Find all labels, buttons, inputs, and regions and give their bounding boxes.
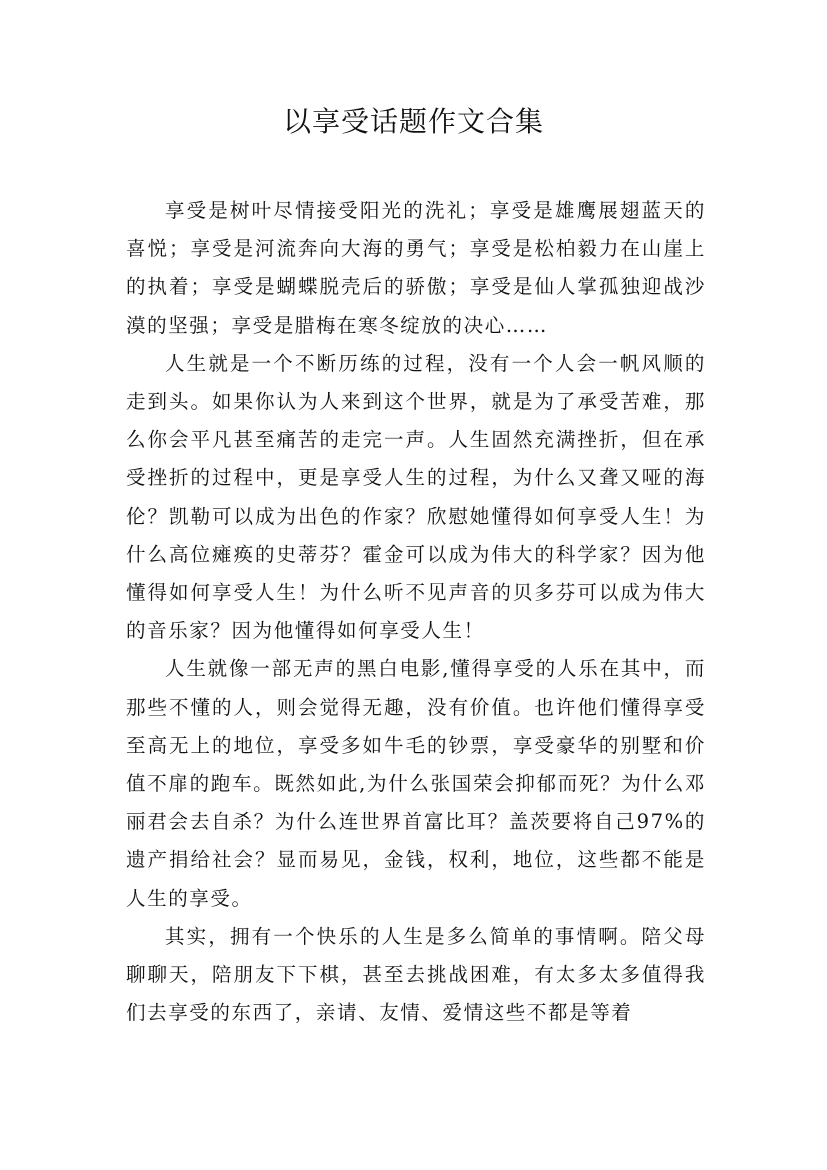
paragraph: 其实，拥有一个快乐的人生是多么简单的事情啊。陪父母聊聊天，陪朋友下下棋，甚至去挑战困难，有太多太多值得我们去享受的东西了，亲请、友情、爱情这些不都是等着 bbox=[126, 924, 706, 1025]
paragraph: 享受是树叶尽情接受阳光的洗礼；享受是雄鹰展翅蓝天的喜悦；享受是河流奔向大海的勇气；享受是松柏毅力在山崖上的执着；享受是蝴蝶脱壳后的骄傲；享受是仙人掌孤独迎战沙漠的坚强；享受是腊梅在寒冬绽放的决心…… bbox=[126, 199, 706, 337]
paragraph: 人生就是一个不断历练的过程，没有一个人会一帆风顺的走到头。如果你认为人来到这个世界，就是为了承受苦难，那么你会平凡甚至痛苦的走完一声。人生固然充满挫折，但在承受挫折的过程中，更是享受人生的过程，为什么又聋又哑的海伦？凯勒可以成为出色的作家？欣慰她懂得如何享受人生！为什么高位瘫痪的史蒂芬？霍金可以成为伟大的科学家？因为他懂得如何享受人生！为什么听不见声音的贝多芬可以成为伟大的音乐家？因为他懂得如何享受人生！ bbox=[126, 351, 706, 643]
paragraph: 人生就像一部无声的黑白电影,懂得享受的人乐在其中，而那些不懂的人，则会觉得无趣，没有价值。也许他们懂得享受至高无上的地位，享受多如牛毛的钞票，享受豪华的别墅和价值不扉的跑车。既然如此,为什么张国荣会抑郁而死？为什么邓丽君会去自杀？为什么连世界首富比耳？盖茨要将自己97%的遗产捐给社会？显而易见，金钱，权利，地位，这些都不能是人生的享受。 bbox=[126, 657, 706, 910]
document-title: 以享受话题作文合集 bbox=[282, 105, 544, 138]
document-body bbox=[126, 192, 706, 1032]
